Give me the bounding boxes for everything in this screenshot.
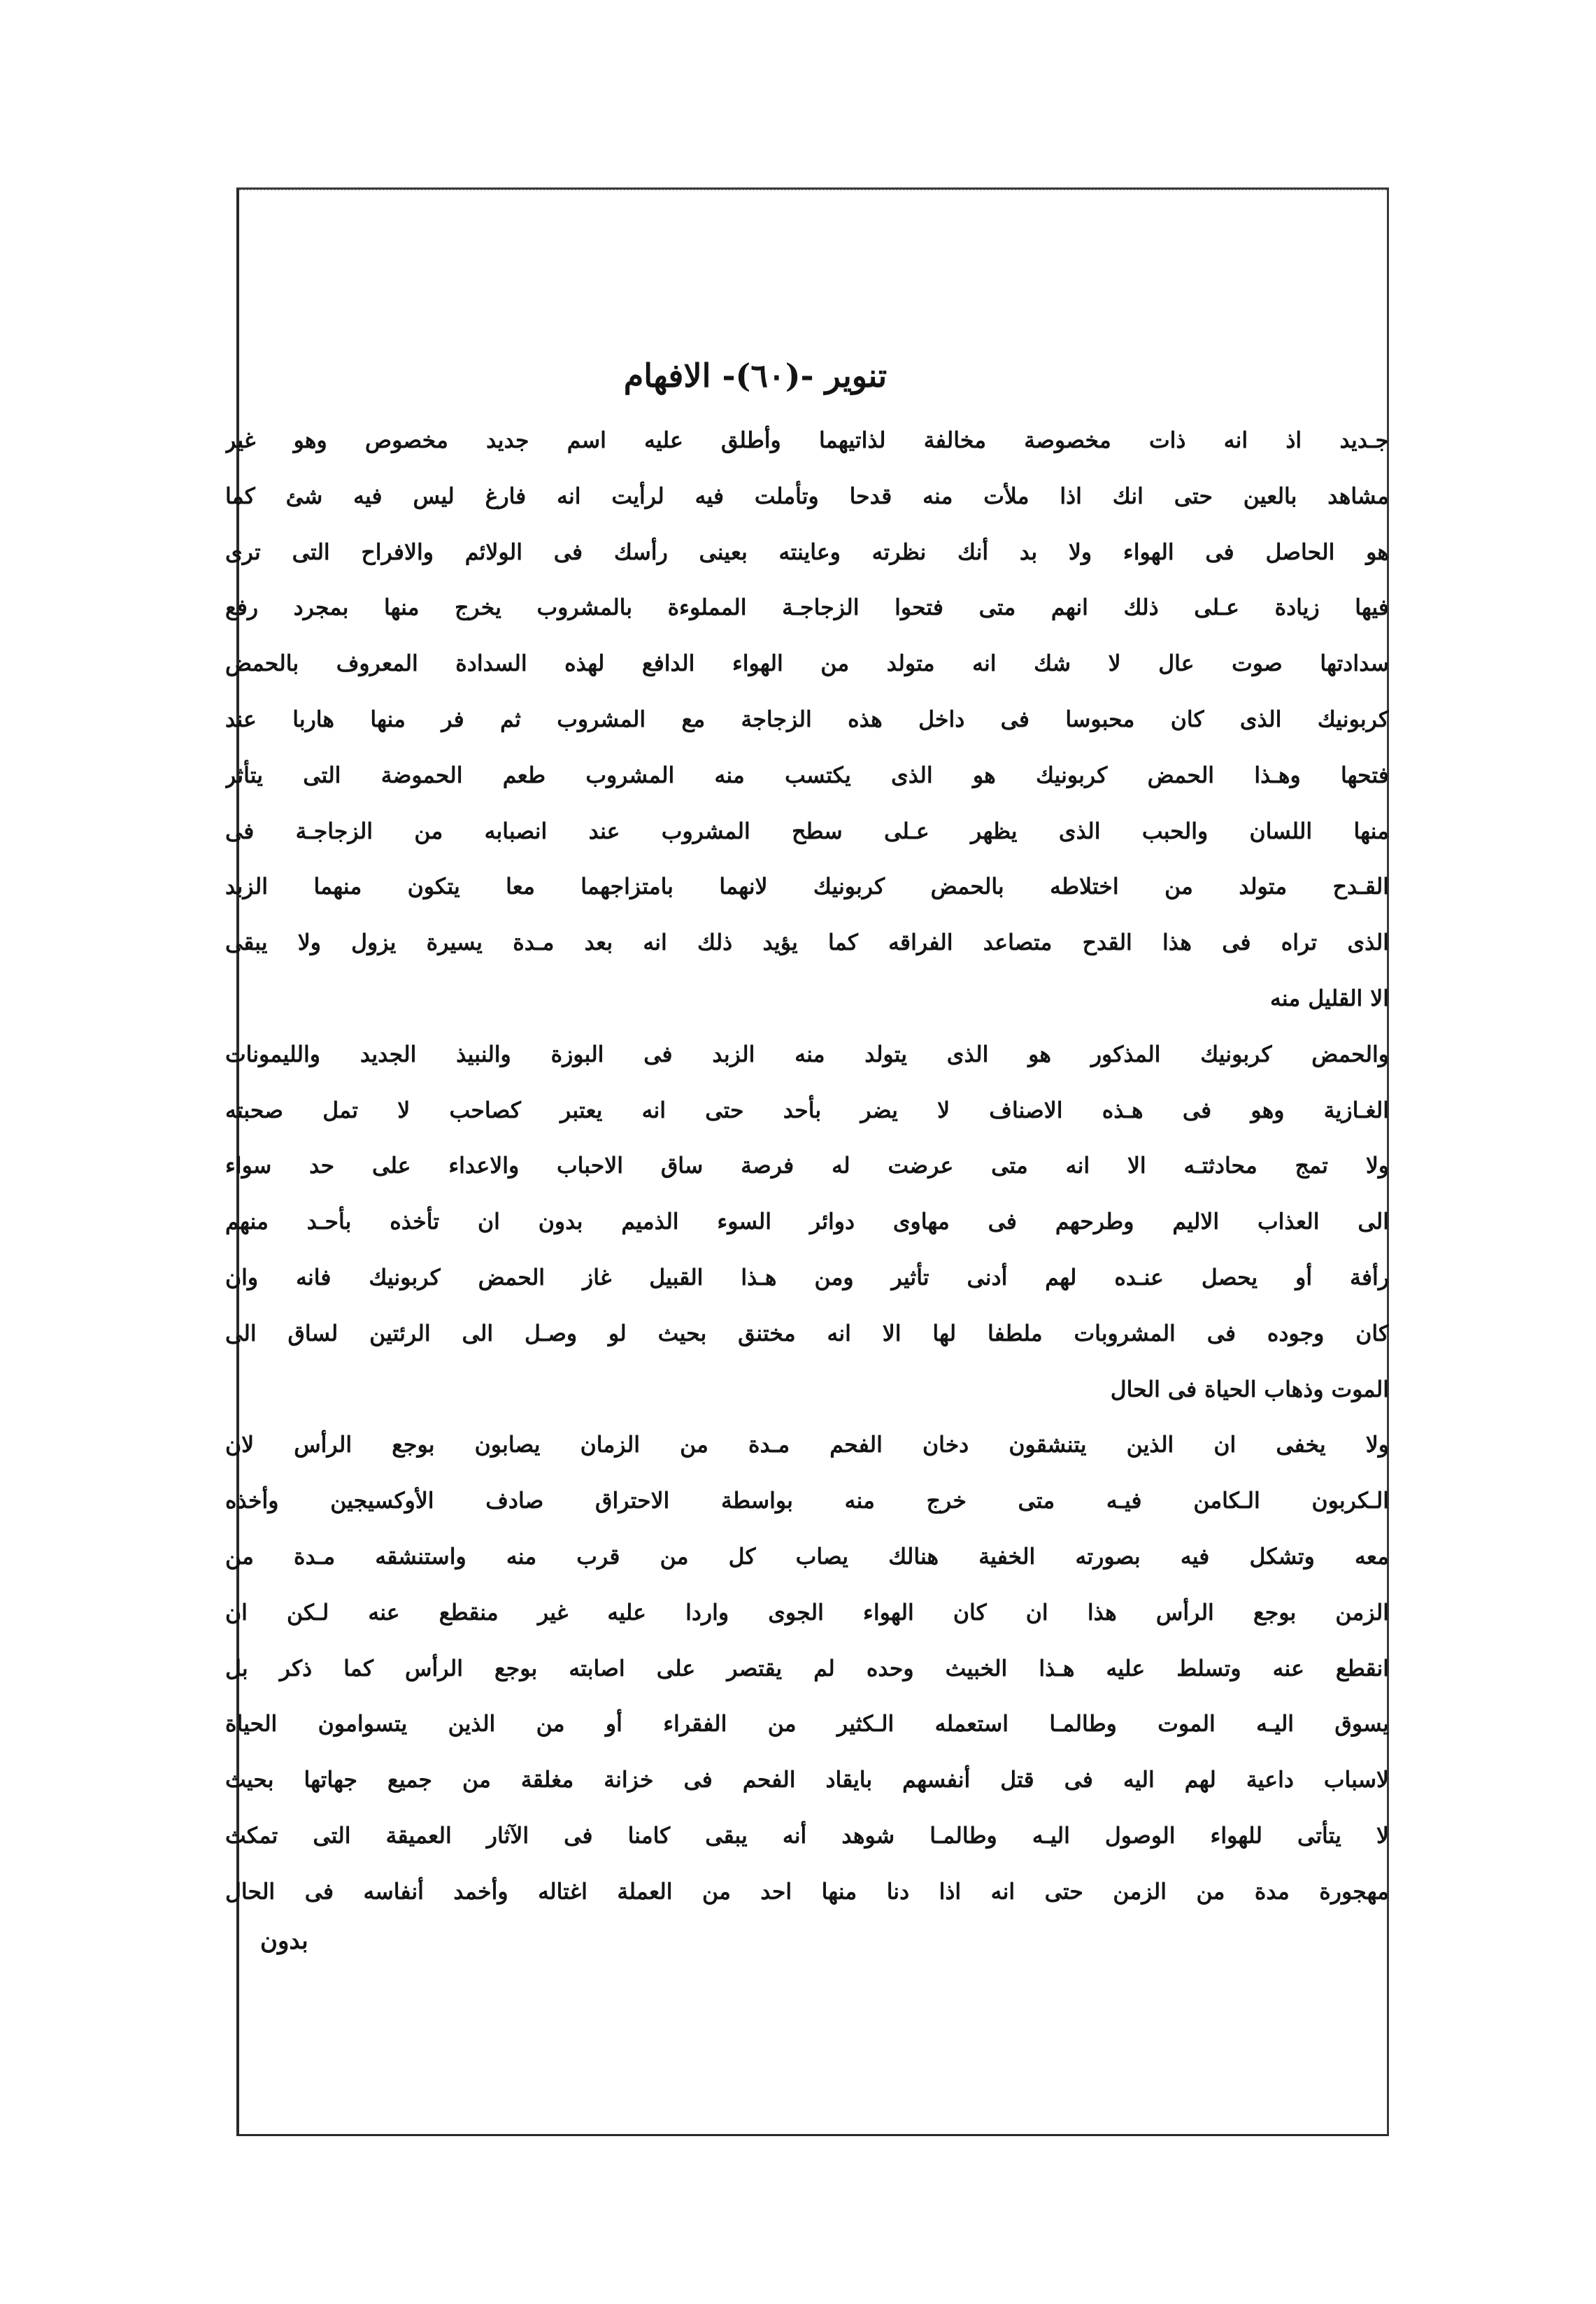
text-line-19: ولا يخفى ان الذين يتنشقون دخان الفحم مـدة من الزمان يصابون بوجع الرأس لان <box>225 1432 1389 1458</box>
text-line-21: معه وتشكل فيه بصورته الخفية هنالك يصاب كل من قرب منه واستنشقه مـدة من <box>225 1543 1389 1570</box>
text-line-15: الى العذاب الاليم وطرحهم فى مهاوى دوائر السوء الذميم بدون ان تأخذه بأحـد منهم <box>225 1209 1389 1235</box>
catchword: بدون <box>260 1927 308 1955</box>
page-header: تنوير -(٦٠)- الافهام <box>623 357 888 394</box>
text-line-23: انقطع عنه وتسلط عليه هـذا الخبيث وحده لم يقتصر على اصابته بوجع الرأس كما ذكر بل <box>225 1655 1389 1681</box>
text-line-9: القـدح متولد من اختلاطه بالحمض كربونيك لانهما بامتزاجهما معا يتكون منهما الزبد <box>225 874 1389 900</box>
text-line-6: كربونيك الذى كان محبوسا فى داخل هذه الزجاجة مع المشروب ثم فر منها هاربا عند <box>225 706 1389 732</box>
text-line-26: لا يتأتى للهواء الوصول اليـه وطالمـا شوهد أنه يبقى كامنا فى الآثار العميقة التى تمكث <box>225 1822 1389 1849</box>
text-line-3: هو الحاصل فى الهواء ولا بد أنك نظرته وعاينته بعينى رأسك فى الولائم والافراح التى ترى <box>225 539 1389 565</box>
text-line-13: الغـازية وهو فى هـذه الاصناف لا يضر بأحد حتى انه يعتبر كصاحب لا تمل صحبته <box>225 1097 1389 1123</box>
text-line-18: الموت وذهاب الحياة فى الحال <box>1110 1376 1389 1402</box>
text-line-4: فيها زيادة عـلى ذلك انهم متى فتحوا الزجاجـة المملوءة بالمشروب يخرج منها بمجرد رفع <box>225 595 1389 621</box>
text-line-14: ولا تمج محادثتـه الا انه متى عرضت له فرصة ساق الاحباب والاعداء على حد سواء <box>225 1153 1389 1179</box>
text-line-12: والحمض كربونيك المذكور هو الذى يتولد منه الزبد فى البوزة والنبيذ الجديد والليمونات <box>225 1041 1389 1067</box>
text-line-20: الـكربون الـكامن فيـه متى خرج منه بواسطة الاحتراق صادف الأوكسيجين وأخذه <box>225 1488 1389 1514</box>
text-line-7: فتحها وهـذا الحمض كربونيك هو الذى يكتسب منه المشروب طعم الحموضة التى يتأثر <box>225 762 1389 788</box>
text-line-16: رأفة أو يحصل عنـده لهم أدنى تأثير ومن هـذا القبيل غاز الحمض كربونيك فانه وان <box>225 1264 1389 1290</box>
text-line-11: الا القليل منه <box>1270 985 1389 1011</box>
text-line-24: يسوق اليـه الموت وطالمـا استعمله الـكثير من الفقراء أو من الذين يتسوامون الحياة <box>225 1711 1389 1737</box>
text-line-5: سدادتها صوت عال لا شك انه متولد من الهواء الدافع لهذه السدادة المعروف بالحمض <box>225 650 1389 677</box>
body-text <box>225 413 1389 1920</box>
text-line-8: منها اللسان والحبب الذى يظهر عـلى سطح المشروب عند انصبابه من الزجاجـة فى <box>225 818 1389 844</box>
text-line-1: جـديد اذ انه ذات مخصوصة مخالفة لذاتيهما وأطلق عليه اسم جديد مخصوص وهو غير <box>225 427 1389 453</box>
text-line-2: مشاهد بالعين حتى انك اذا ملأت منه قدحا وتأملت فيه لرأيت انه فارغ ليس فيه شئ كما <box>225 483 1389 509</box>
text-line-22: الزمن بوجع الرأس هذا ان كان الهواء الجوى واردا عليه غير منقطع عنه لـكن ان <box>225 1599 1389 1626</box>
text-line-17: كان وجوده فى المشروبات ملطفا لها الا انه مختنق بحيث لو وصـل الى الرئتين لساق الى <box>225 1320 1389 1346</box>
text-line-25: لاسباب داعية لهم اليه فى قتل أنفسهم بايقاد الفحم فى خزانة مغلقة من جميع جهاتها بحيث <box>225 1767 1389 1793</box>
text-line-10: الذى تراه فى هذا القدح متصاعد الفراقه كما يؤيد ذلك انه بعد مـدة يسيرة يزول ولا يبقى <box>225 930 1389 956</box>
text-line-27: مهجورة مدة من الزمن حتى انه اذا دنا منها احد من العملة اغتاله وأخمد أنفاسه فى الحال <box>225 1878 1389 1905</box>
